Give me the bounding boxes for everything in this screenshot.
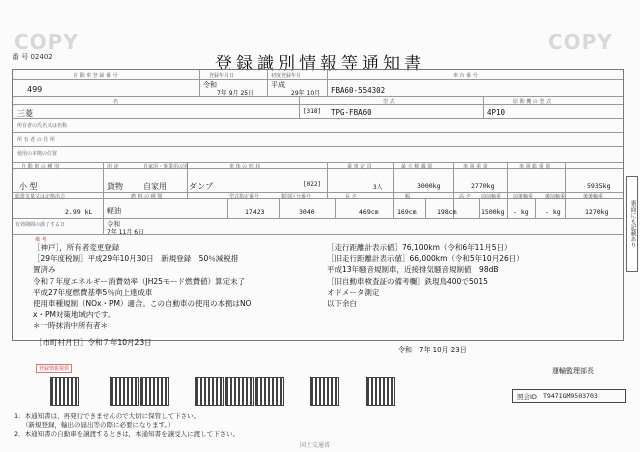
remark-line: ＊一時抹消中所有者＊ [33,321,108,331]
qr-code [50,377,79,406]
remark-line: ［旧自動車検査証の備考欄］鉄現鳥400で5015 [327,276,488,286]
registration-info-tag: 登録情報提供 [36,364,72,373]
ministry-mark: 国土交通省 [300,442,331,449]
first-reg-value: 29年 10月 [291,90,321,97]
qr-code [225,377,254,406]
issuer-title: 運輸監理部長 [552,367,594,375]
model-cert-value: 17423 [245,208,265,216]
qr-code [366,377,395,406]
document-title: 登録識別情報等通知書 [215,54,425,74]
remark-line: 以下余白 [327,299,357,309]
remark-line: ［29年度税制］平成29年10月30日 新規登録 50％減税措 [33,254,239,264]
maker-value: 三菱 [17,109,33,118]
front-front-value: 1500kg [481,208,505,216]
usage-label: 用 途 [107,164,119,170]
qr-code [255,377,284,406]
height-value: 198cm [437,208,457,216]
private-label: 自家用・事業用の別 [143,164,189,170]
fuel-value: 軽油 [107,207,121,215]
doc-number: 番 号 02402 [12,53,53,61]
remarks-left [33,242,251,332]
copy-watermark-left: COPY [14,30,79,54]
reg-date-value: 7年 9月 25日 [217,90,255,97]
model-value: TPG-FBA60 [331,108,372,117]
reg-number-value: 499 [27,85,43,94]
chassis-label: 車 台 番 号 [453,73,478,79]
remark-line: 平成27年度燃費基準5％向上達成車 [33,287,153,297]
gross-value: 5935kg [587,182,611,190]
private-value: 自家用 [143,182,167,191]
rear-front-label: 後前軸重 [545,194,566,200]
fuel-label: 燃 料 の 種 類 [131,194,163,200]
first-reg-era: 平成 [271,81,285,89]
reg-date-era: 令和 [203,81,217,89]
issue-date: 令和 7年 10月 23日 [398,346,467,354]
qr-code [110,377,139,406]
record-table [12,69,624,347]
engine-label: 原 動 機 の 型 式 [513,99,551,105]
length-value: 469cm [359,208,379,216]
expiry-value: 7年 11月 6日 [107,229,145,236]
weight-label: 車 両 重 量 [463,164,488,170]
front-rear-value: - kg [513,208,529,216]
remark-line: 使用車種規制（NOx・PM）適合。この自動車の使用の本拠はNO [33,299,252,309]
width-label: 幅 [405,194,411,200]
name-label: 名 [113,99,119,105]
expiry-label: 有効期間の満了する日 [15,222,66,228]
capacity-value: 3人 [373,184,383,191]
qr-code [195,377,224,406]
remark-line: ［走行距離計表示値］76,100km（令和6年11月5日） [327,243,512,252]
displacement-value: 2.99 kL [65,208,93,216]
remark-line: x・PM対策地域内です。 [33,310,116,320]
owner-addr-label: 所 有 者 の 住 所 [17,137,55,143]
footnote-1: 1．本通知書は，再発行できませんので大切に保管して下さい。 [14,412,201,420]
length-label: 長 さ [345,194,357,200]
first-reg-label: 初度登録年月 [271,73,302,79]
qr-code [310,377,339,406]
reg-date-label: 登録年月日 [209,73,235,79]
rear-rear-label: 後後軸重 [583,194,604,200]
reference-id-box [512,389,626,403]
use-place-label: 使用の本拠の位置 [17,151,58,157]
copy-watermark-right: COPY [548,30,613,54]
class-no-label: 類別区分番号 [281,194,312,200]
remark-line: 平成13年騒音規制車，近接排気騒音規制値 98dB [327,265,499,275]
body-label: 車 体 の 形 状 [229,164,261,170]
gross-label: 車 両 総 重 量 [519,164,551,170]
rear-front-value: - kg [545,208,561,216]
remark-line: 置済み [33,265,56,275]
qr-code [140,377,169,406]
model-code: [318] [303,108,322,115]
rear-rear-value: 1270kg [585,208,609,216]
capacity-label: 乗 車 定 員 [347,164,372,170]
displacement-label: 総排気量又は定格出力 [15,194,66,200]
reference-id-value: T9471GM9503703 [543,392,598,400]
remark-line: ［旧走行距離計表示値］66,000km（令和5年10月26日） [327,254,524,264]
front-front-label: 前前軸重 [481,194,502,200]
owner-name-label: 所有者の氏名又は名称 [17,123,68,129]
engine-value: 4P10 [487,108,506,117]
front-rear-label: 前後軸重 [513,194,534,200]
car-type-label: 自 動 車 の 種 別 [21,164,59,170]
footnote-1b: （新規登録，輸出の届出等の際に必要になります。） [22,421,175,429]
body-code: [022] [303,181,322,188]
side-note-tag: 裏面にも記載あり [626,176,638,272]
reference-id-label: 照会ID [517,393,537,401]
height-label: 高 さ [459,194,471,200]
width-value: 169cm [397,208,417,216]
car-type-value: 小 型 [19,182,38,191]
model-cert-label: 型式指定番号 [229,194,260,200]
remark-line: オドメータ測定 [327,287,380,297]
stamp-line: ［市町村月日］令和７年10月23日 [35,338,152,347]
chassis-value: FBA60-554302 [331,86,386,95]
remark-line: ［神戸］，所有者変更登録 [33,243,120,252]
remarks-right [327,242,524,309]
remarks-label: 備 考 [35,237,47,243]
class-no-value: 3040 [299,208,315,216]
max-load-value: 3000kg [417,182,441,190]
weight-value: 2770kg [471,182,495,190]
body-value: ダンプ [189,182,214,191]
reg-number-label: 自 動 車 登 録 番 号 [73,73,118,79]
usage-value: 貨物 [107,182,123,191]
remark-line: 令和７年度エネルギー消費効率（JH25モード燃費値）算定未了 [33,276,246,286]
expiry-era: 令和 [107,220,120,228]
max-load-label: 最 大 積 載 量 [401,164,433,170]
footnote-2: 2．本通知書の自動車を譲渡するときは，本通知書を譲受人に渡して下さい。 [14,430,240,438]
model-label: 型 式 [383,99,395,105]
